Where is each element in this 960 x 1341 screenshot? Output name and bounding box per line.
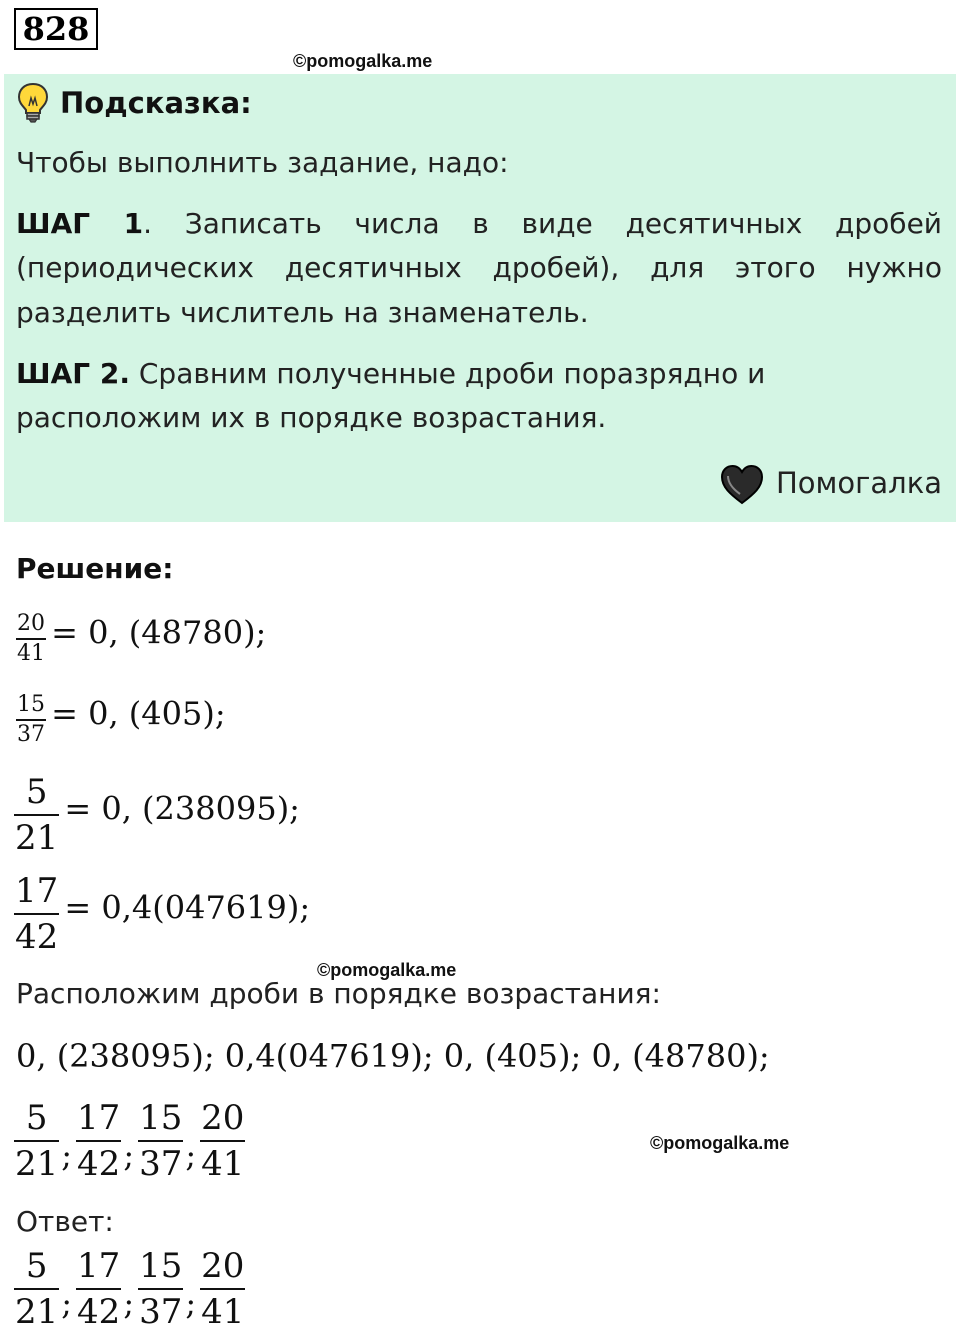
answer-fractions xyxy=(14,1246,245,1332)
step1-line2: (периодических десятичных дробей), для этого нужно xyxy=(16,251,942,284)
denominator: 37 xyxy=(138,1288,183,1332)
step2-line2: расположим их в порядке возрастания. xyxy=(16,401,607,434)
conversion-row xyxy=(16,693,226,747)
numerator: 17 xyxy=(77,1098,121,1138)
ordered-fractions xyxy=(14,1098,245,1184)
denominator: 42 xyxy=(76,1140,121,1184)
fraction xyxy=(76,1246,121,1332)
watermark-bottom: ©pomogalka.me xyxy=(650,1133,790,1153)
numerator: 5 xyxy=(25,772,48,812)
hint-intro: Чтобы выполнить задание, надо: xyxy=(16,146,509,179)
numerator: 15 xyxy=(139,1246,183,1286)
numerator: 5 xyxy=(25,1246,48,1286)
numerator: 15 xyxy=(17,692,45,717)
denominator: 42 xyxy=(14,913,59,957)
numerator: 17 xyxy=(15,871,59,911)
step1-label: ШАГ 1 xyxy=(16,207,144,240)
denominator: 21 xyxy=(14,814,59,858)
denominator: 21 xyxy=(14,1140,59,1184)
step1-text-1: . Записать числа в виде десятичных дробей xyxy=(143,207,942,240)
answer-label: Ответ: xyxy=(16,1205,114,1238)
separator: ; xyxy=(185,1284,197,1322)
conversion-result: = 0, (405); xyxy=(51,694,226,733)
denominator: 41 xyxy=(200,1140,245,1184)
fraction xyxy=(14,1246,59,1332)
numerator: 5 xyxy=(25,1098,48,1138)
denominator: 42 xyxy=(76,1288,121,1332)
fraction xyxy=(138,1098,183,1184)
fraction xyxy=(200,1098,245,1184)
numerator: 20 xyxy=(17,611,45,636)
step2-label: ШАГ 2. xyxy=(16,357,130,390)
fraction xyxy=(16,693,46,747)
step1-line1 xyxy=(16,207,942,240)
decimals-line: 0, (238095); 0,4(047619); 0, (405); 0, (48780); xyxy=(16,1037,770,1075)
heart-icon xyxy=(720,464,764,506)
fraction xyxy=(138,1246,183,1332)
step1-line3: разделить числитель на знаменатель. xyxy=(16,296,589,329)
conversion-row xyxy=(14,772,300,858)
conversion-row xyxy=(14,871,310,957)
denominator: 37 xyxy=(16,719,46,747)
numerator: 17 xyxy=(77,1246,121,1286)
conversion-row xyxy=(16,612,266,666)
fraction xyxy=(14,871,59,957)
fraction xyxy=(76,1098,121,1184)
fraction xyxy=(14,1098,59,1184)
denominator: 41 xyxy=(200,1288,245,1332)
denominator: 41 xyxy=(16,638,46,666)
conversion-result: = 0,4(047619); xyxy=(64,888,311,927)
numerator: 15 xyxy=(139,1098,183,1138)
numerator: 20 xyxy=(201,1098,245,1138)
solution-title: Решение: xyxy=(16,552,174,585)
conversion-result: = 0, (238095); xyxy=(64,789,300,828)
lightbulb-icon xyxy=(16,82,50,124)
task-number: 828 xyxy=(14,8,98,50)
denominator: 37 xyxy=(138,1140,183,1184)
fraction xyxy=(16,612,46,666)
brand-label: Помогалка xyxy=(776,466,942,500)
step2-text-1: Сравним полученные дроби поразрядно и xyxy=(129,357,766,390)
fraction xyxy=(14,772,59,858)
watermark-middle: ©pomogalka.me xyxy=(317,960,457,980)
separator: ; xyxy=(123,1136,135,1174)
separator: ; xyxy=(185,1136,197,1174)
conversion-result: = 0, (48780); xyxy=(51,613,267,652)
separator: ; xyxy=(61,1284,73,1322)
fraction xyxy=(200,1246,245,1332)
step2-line1 xyxy=(16,357,765,390)
watermark-top: ©pomogalka.me xyxy=(293,51,433,71)
denominator: 21 xyxy=(14,1288,59,1332)
order-text: Расположим дроби в порядке возрастания: xyxy=(16,977,661,1010)
separator: ; xyxy=(61,1136,73,1174)
separator: ; xyxy=(123,1284,135,1322)
numerator: 20 xyxy=(201,1246,245,1286)
hint-title: Подсказка: xyxy=(60,86,252,120)
